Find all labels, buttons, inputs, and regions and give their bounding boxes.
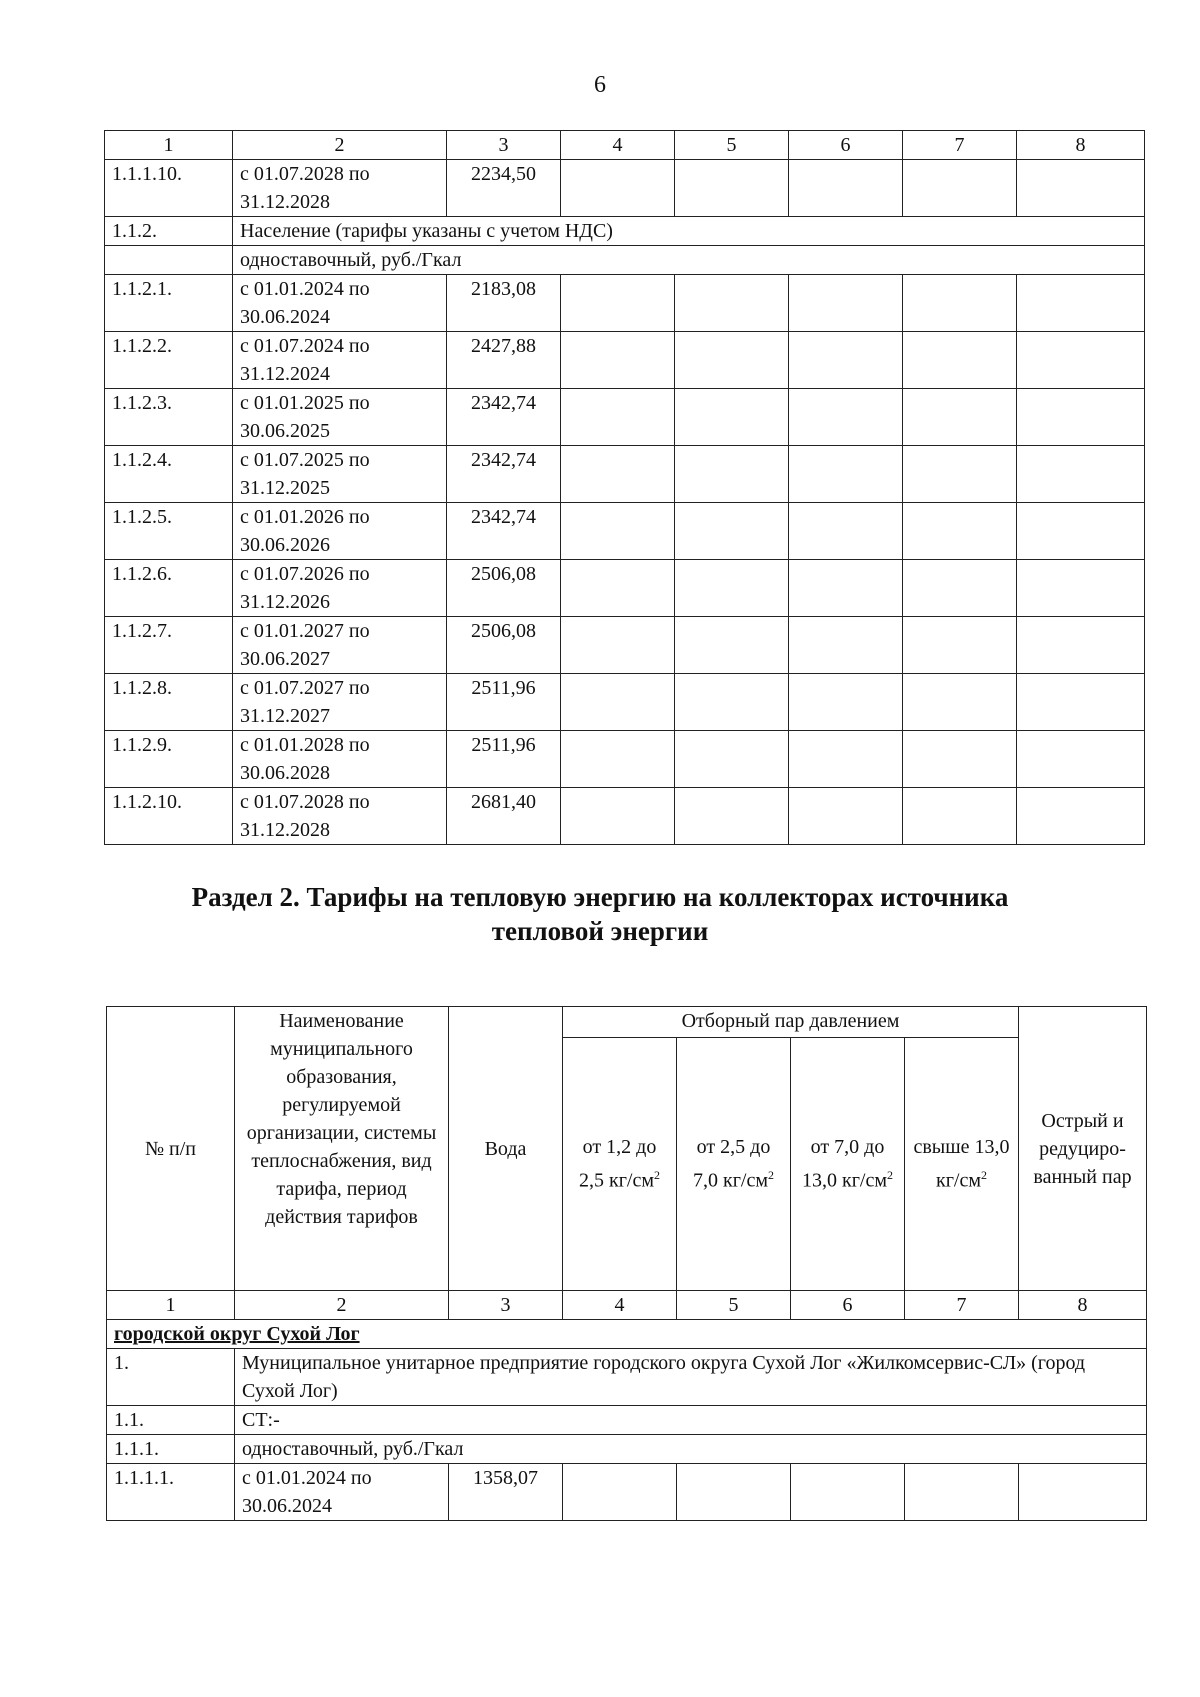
tariff-period: с 01.01.2026 по 30.06.2026: [233, 503, 447, 560]
tariff-period: с 01.01.2024 по 30.06.2024: [235, 1464, 449, 1521]
empty-cell: [903, 332, 1017, 389]
table-row: [105, 503, 1145, 560]
section-title-line: Раздел 2. Тарифы на тепловую энергию на коллекторах источника: [191, 882, 1009, 912]
superscript: 2: [887, 1168, 893, 1183]
table-row: [105, 275, 1145, 332]
empty-cell: [789, 503, 903, 560]
header-pressure-2: [677, 1038, 791, 1291]
empty-cell: [675, 788, 789, 845]
pressure-label: от 7,0 до 13,0 кг/см: [801, 1136, 887, 1192]
tariff-table-collectors: [106, 1006, 1147, 1521]
empty-cell: [789, 560, 903, 617]
empty-cell: [1017, 560, 1145, 617]
water-tariff-value: 2342,74: [447, 446, 561, 503]
superscript: 2: [981, 1168, 987, 1183]
water-tariff-value: 2681,40: [447, 788, 561, 845]
empty-cell: [675, 617, 789, 674]
column-number: 8: [1019, 1291, 1147, 1320]
empty-cell: [789, 731, 903, 788]
empty-cell: [561, 617, 675, 674]
empty-cell: [1017, 617, 1145, 674]
water-tariff-value: 1358,07: [449, 1464, 563, 1521]
row-number: 1.1.2.5.: [105, 503, 233, 560]
water-tariff-value: 2342,74: [447, 503, 561, 560]
empty-cell: [1017, 731, 1145, 788]
row-number: 1.1.: [107, 1406, 235, 1435]
tariff-period: с 01.07.2025 по 31.12.2025: [233, 446, 447, 503]
empty-cell: [1019, 1464, 1147, 1521]
water-tariff-value: 2511,96: [447, 674, 561, 731]
empty-cell: [903, 389, 1017, 446]
row-number: 1.1.2.2.: [105, 332, 233, 389]
row-number: 1.1.2.6.: [105, 560, 233, 617]
tariff-period: с 01.01.2028 по 30.06.2028: [233, 731, 447, 788]
row-number: 1.1.2.1.: [105, 275, 233, 332]
column-number: 2: [235, 1291, 449, 1320]
table-row: [105, 160, 1145, 217]
empty-cell: [903, 674, 1017, 731]
pressure-label: свыше 13,0 кг/см: [913, 1136, 1010, 1192]
water-tariff-value: 2183,08: [447, 275, 561, 332]
empty-cell: [561, 731, 675, 788]
empty-cell: [561, 332, 675, 389]
table-row: [105, 560, 1145, 617]
row-description: Население (тарифы указаны с учетом НДС): [233, 217, 1145, 246]
empty-cell: [903, 560, 1017, 617]
column-number: 8: [1017, 131, 1145, 160]
empty-cell: [789, 788, 903, 845]
empty-cell: [675, 503, 789, 560]
table-row: [105, 446, 1145, 503]
empty-cell: [789, 275, 903, 332]
empty-cell: [675, 332, 789, 389]
row-description: одноставочный, руб./Гкал: [235, 1435, 1147, 1464]
empty-cell: [789, 674, 903, 731]
column-number: 3: [447, 131, 561, 160]
section-2-title: [150, 880, 1050, 948]
municipality-name: городской округ Сухой Лог: [107, 1320, 1147, 1349]
empty-cell: [1017, 160, 1145, 217]
empty-cell: [1017, 389, 1145, 446]
column-number: 1: [105, 131, 233, 160]
empty-cell: [1017, 503, 1145, 560]
row-number: 1.1.1.: [107, 1435, 235, 1464]
empty-cell: [789, 332, 903, 389]
empty-cell: [791, 1464, 905, 1521]
header-num: № п/п: [107, 1007, 235, 1291]
empty-cell: [903, 160, 1017, 217]
row-number: 1.1.2.8.: [105, 674, 233, 731]
row-number: 1.1.2.10.: [105, 788, 233, 845]
empty-cell: [675, 674, 789, 731]
column-number: 4: [563, 1291, 677, 1320]
empty-cell: [905, 1464, 1019, 1521]
empty-cell: [561, 560, 675, 617]
empty-cell: [789, 446, 903, 503]
water-tariff-value: 2342,74: [447, 389, 561, 446]
table-row: [105, 246, 1145, 275]
empty-cell: [903, 446, 1017, 503]
row-number: 1.1.2.3.: [105, 389, 233, 446]
empty-cell: [675, 560, 789, 617]
column-number: 5: [675, 131, 789, 160]
column-number: 6: [789, 131, 903, 160]
tariff-period: с 01.07.2027 по 31.12.2027: [233, 674, 447, 731]
row-number: 1.1.1.1.: [107, 1464, 235, 1521]
tariff-table-population: [104, 130, 1145, 845]
row-description: Муниципальное унитарное предприятие городского округа Сухой Лог «Жилкомсервис-СЛ» (город Сухой Лог): [235, 1349, 1147, 1406]
tariff-period: с 01.07.2026 по 31.12.2026: [233, 560, 447, 617]
header-row: [107, 1007, 1147, 1038]
empty-cell: [903, 731, 1017, 788]
empty-cell: [789, 160, 903, 217]
empty-cell: [561, 503, 675, 560]
row-description: одноставочный, руб./Гкал: [233, 246, 1145, 275]
empty-cell: [561, 275, 675, 332]
table-row: [107, 1464, 1147, 1521]
empty-cell: [561, 160, 675, 217]
pressure-label: от 1,2 до 2,5 кг/см: [578, 1136, 657, 1192]
column-number: 3: [449, 1291, 563, 1320]
table-row: [107, 1349, 1147, 1406]
row-number: 1.1.2.4.: [105, 446, 233, 503]
column-number: 4: [561, 131, 675, 160]
column-number: 7: [903, 131, 1017, 160]
header-pressure-4: [905, 1038, 1019, 1291]
row-number: 1.: [107, 1349, 235, 1406]
table-row: [105, 731, 1145, 788]
empty-cell: [1017, 332, 1145, 389]
empty-cell: [677, 1464, 791, 1521]
table-row: [105, 617, 1145, 674]
empty-cell: [561, 389, 675, 446]
header-steam-group: Отборный пар давлением: [563, 1007, 1019, 1038]
water-tariff-value: 2427,88: [447, 332, 561, 389]
empty-cell: [1017, 788, 1145, 845]
table-row: [107, 1435, 1147, 1464]
table-row: [105, 788, 1145, 845]
header-pressure-1: [563, 1038, 677, 1291]
column-number-row: [107, 1291, 1147, 1320]
water-tariff-value: 2511,96: [447, 731, 561, 788]
row-number: 1.1.2.7.: [105, 617, 233, 674]
tariff-period: с 01.01.2025 по 30.06.2025: [233, 389, 447, 446]
empty-cell: [675, 160, 789, 217]
empty-cell: [789, 617, 903, 674]
empty-cell: [903, 503, 1017, 560]
water-tariff-value: 2506,08: [447, 560, 561, 617]
tariff-period: с 01.01.2027 по 30.06.2027: [233, 617, 447, 674]
pressure-label: от 2,5 до 7,0 кг/см: [692, 1136, 771, 1192]
water-tariff-value: 2234,50: [447, 160, 561, 217]
table-row: [105, 674, 1145, 731]
superscript: 2: [768, 1168, 774, 1183]
column-number: 6: [791, 1291, 905, 1320]
empty-cell: [563, 1464, 677, 1521]
row-number: [105, 246, 233, 275]
column-number: 7: [905, 1291, 1019, 1320]
empty-cell: [675, 446, 789, 503]
tariff-period: с 01.07.2028 по 31.12.2028: [233, 788, 447, 845]
section-title-line: тепловой энергии: [491, 916, 709, 946]
header-name: Наименование муниципального образования, регулируемой организации, системы теплоснабжения, вид тарифа, период действия тарифов: [235, 1007, 449, 1291]
empty-cell: [561, 446, 675, 503]
empty-cell: [789, 389, 903, 446]
table-row: [105, 389, 1145, 446]
empty-cell: [903, 275, 1017, 332]
empty-cell: [1017, 674, 1145, 731]
table-row: [107, 1406, 1147, 1435]
empty-cell: [675, 275, 789, 332]
municipality-row: [107, 1320, 1147, 1349]
empty-cell: [903, 788, 1017, 845]
tariff-period: с 01.07.2024 по 31.12.2024: [233, 332, 447, 389]
water-tariff-value: 2506,08: [447, 617, 561, 674]
tariff-period: с 01.01.2024 по 30.06.2024: [233, 275, 447, 332]
empty-cell: [1017, 446, 1145, 503]
header-pressure-3: [791, 1038, 905, 1291]
empty-cell: [903, 617, 1017, 674]
column-number: 1: [107, 1291, 235, 1320]
empty-cell: [675, 389, 789, 446]
column-number-row: [105, 131, 1145, 160]
column-number: 2: [233, 131, 447, 160]
empty-cell: [561, 674, 675, 731]
column-number: 5: [677, 1291, 791, 1320]
header-sharp-steam: Острый и редуциро-ванный пар: [1019, 1007, 1147, 1291]
header-water: Вода: [449, 1007, 563, 1291]
empty-cell: [561, 788, 675, 845]
row-number: 1.1.2.: [105, 217, 233, 246]
tariff-period: с 01.07.2028 по 31.12.2028: [233, 160, 447, 217]
table-row: [105, 332, 1145, 389]
empty-cell: [675, 731, 789, 788]
page-number: 6: [594, 72, 606, 98]
superscript: 2: [654, 1168, 660, 1183]
row-number: 1.1.2.9.: [105, 731, 233, 788]
row-description: СТ:-: [235, 1406, 1147, 1435]
row-number: 1.1.1.10.: [105, 160, 233, 217]
empty-cell: [1017, 275, 1145, 332]
table-row: [105, 217, 1145, 246]
